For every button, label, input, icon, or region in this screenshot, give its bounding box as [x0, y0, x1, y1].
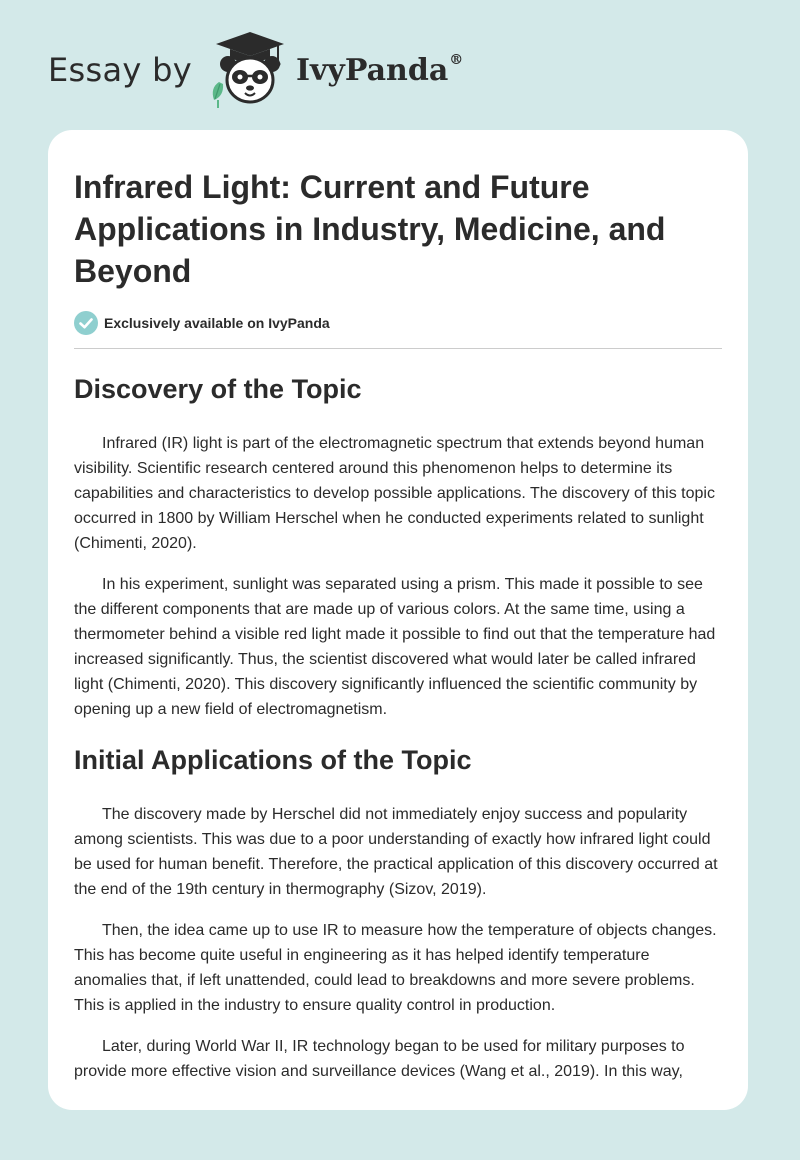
section-initial-applications [74, 742, 722, 1084]
paragraph: Later, during World War II, IR technology began to be used for military purposes to provide more effective vision and surveillance devices (Wang et al., 2019). In this way, [74, 1038, 685, 1080]
checkmark-circle-icon [74, 311, 98, 335]
section-heading: Discovery of the Topic [74, 374, 362, 404]
paragraph: In his experiment, sunlight was separated using a prism. This made it possible to see the different components that are made up of various colors. At the same time, using a thermometer behind a visible red light made it possible to find out that the temperature had increased significantly. Thus, the scientist discovered what would later be called infrared light (Chimenti, 2020). This discovery significantly influenced the scientific community by opening up a new field of electromagnetism. [74, 576, 716, 718]
essay-card [48, 130, 748, 1110]
brand-prefix: Essay by [48, 51, 192, 89]
section-heading: Initial Applications of the Topic [74, 745, 472, 775]
essay-title: Infrared Light: Current and Future Applications in Industry, Medicine, and Beyond [74, 169, 666, 289]
paragraph: Then, the idea came up to use IR to measure how the temperature of objects changes. This has become quite useful in engineering as it has helped identify temperature anomalies that, if left unattended, could lead to breakdowns and more severe problems. This is applied in the industry to ensure quality control in production. [74, 922, 717, 1014]
brand-name: IvyPanda® [295, 52, 464, 88]
registered-mark: ® [449, 52, 464, 68]
exclusive-label: Exclusively available on IvyPanda [104, 315, 330, 331]
panda-graduate-icon [206, 30, 294, 110]
paragraph: Infrared (IR) light is part of the electromagnetic spectrum that extends beyond human visibility. Scientific research centered around this phenomenon helps to determine its capabilities and characteristics to develop possible applications. The discovery of this topic occurred in 1800 by William Herschel when he conducted experiments related to sunlight (Chimenti, 2020). [74, 435, 715, 552]
section-discovery [74, 371, 722, 722]
exclusive-badge [74, 310, 722, 336]
title-divider [74, 348, 722, 349]
site-brand[interactable] [48, 30, 463, 110]
paragraph: The discovery made by Herschel did not immediately enjoy success and popularity among scientists. This was due to a poor understanding of exactly how infrared light could be used for human benefit. Therefore, the practical application of this discovery occurred at the end of the 19th century in thermography (Sizov, 2019). [74, 806, 718, 898]
